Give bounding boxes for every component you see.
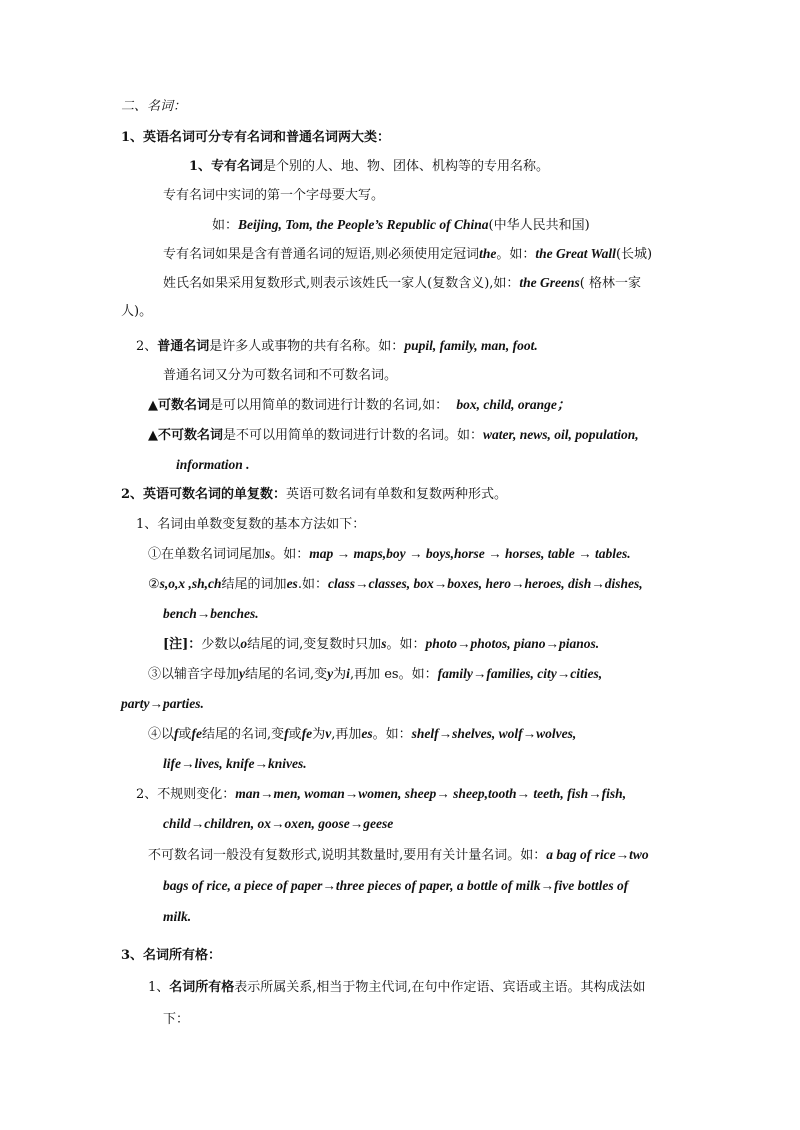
paragraph-continuation: milk.: [163, 909, 192, 924]
english-example: water, news, oil, population,: [483, 427, 639, 442]
rule-3: ③以辅音字母加y结尾的名词,变y为i,再加 es。如：family→families, city→cities,: [148, 666, 603, 682]
term-label: ▲不可数名词: [148, 428, 223, 443]
paragraph: 2、普通名词是许多人或事物的共有名称。如：pupil, family, man, foot.: [136, 338, 538, 354]
paragraph: 姓氏名如果采用复数形式,则表示该姓氏一家人(复数含义),如：the Greens( 格林一家: [163, 275, 642, 291]
paragraph-continuation: 人)。: [121, 304, 153, 319]
paragraph-continuation: 下：: [163, 1012, 190, 1027]
term-label: ▲可数名词: [148, 398, 210, 413]
heading-3: 3、名词所有格：: [121, 948, 222, 963]
english-example: box, child, orange；: [456, 397, 571, 412]
rule-irregular: 2、不规则变化：man→men, woman→women, sheep→ sheep,tooth→ teeth, fish→fish,: [136, 786, 627, 802]
rule-4: ④以f或fe结尾的名词,变f或fe为v,再加es。如：shelf→shelves, wolf→wolves,: [148, 726, 577, 742]
paragraph: 普通名词又分为可数名词和不可数名词。: [163, 368, 398, 383]
english-example: map → maps,boy → boys,horse → horses, table → tables.: [309, 546, 631, 561]
english-example: the Greens: [519, 275, 580, 290]
example-line: 如：Beijing, Tom, the People’s Republic of China(中华人民共和国): [212, 217, 590, 233]
heading-1: 1、英语名词可分专有名词和普通名词两大类：: [121, 130, 391, 145]
heading-2: 2、英语可数名词的单复数：英语可数名词有单数和复数两种形式。: [121, 487, 508, 502]
term-label: 1、专有名词: [189, 159, 264, 174]
paragraph-continuation: information .: [176, 457, 250, 472]
paragraph: 1、名词由单数变复数的基本方法如下：: [136, 517, 366, 532]
note-label: [注]：: [163, 637, 202, 652]
english-example: photo→photos, piano→pianos.: [425, 636, 600, 651]
text: 是个别的人、地、物、团体、机构等的专用名称。: [263, 159, 550, 174]
paragraph: 不可数名词一般没有复数形式,说明其数量时,要用有关计量名词。如：a bag of rice→two: [148, 847, 649, 863]
paragraph: 专有名词如果是含有普通名词的短语,则必须使用定冠词the。如：the Great Wall(长城): [163, 246, 653, 262]
paragraph: [189, 160, 549, 173]
english-example: family→families, city→cities,: [437, 666, 603, 681]
paragraph-continuation: bags of rice, a piece of paper→three pieces of paper, a bottle of milk→five bottles of: [163, 878, 629, 893]
english-example: the Great Wall: [535, 246, 616, 261]
english-example: class→classes, box→boxes, hero→heroes, dish→dishes,: [327, 576, 643, 591]
rule-2: ②s,o,x ,sh,ch结尾的词加es.如：class→classes, box→boxes, hero→heroes, dish→dishes,: [148, 576, 643, 592]
english-example: shelf→shelves, wolf→wolves,: [411, 726, 577, 741]
english-example: a bag of rice→two: [546, 847, 649, 862]
rule-irregular-continuation: child→children, ox→oxen, goose→geese: [163, 816, 394, 831]
paragraph: ▲可数名词是可以用简单的数词进行计数的名词,如： box, child, orange；: [148, 397, 571, 413]
rule-2-continuation: bench→benches.: [163, 606, 259, 621]
paragraph: 1、名词所有格表示所属关系,相当于物主代词,在句中作定语、宾语或主语。其构成法如: [148, 980, 646, 995]
section-title: 二、名词：: [121, 99, 187, 114]
paragraph: ▲不可数名词是不可以用简单的数词进行计数的名词。如：water, news, oil, population,: [148, 427, 639, 443]
term-label: 普通名词: [157, 339, 210, 354]
rule-3-continuation: party→parties.: [121, 696, 204, 711]
rule-4-continuation: life→lives, knife→knives.: [163, 756, 307, 771]
english-example: man→men, woman→women, sheep→ sheep,tooth→ teeth, fish→fish,: [235, 786, 627, 801]
rule-1: ①在单数名词词尾加s。如：map → maps,boy → boys,horse → horses, table → tables.: [148, 546, 631, 562]
paragraph: 专有名词中实词的第一个字母要大写。: [163, 188, 385, 203]
term-label: 名词所有格: [169, 980, 235, 995]
english-example: Beijing, Tom, the People’s Republic of China: [238, 217, 489, 232]
english-example: pupil, family, man, foot.: [404, 338, 538, 353]
note: [注]：少数以o结尾的词,变复数时只加s。如：photo→photos, piano→pianos.: [163, 636, 600, 652]
